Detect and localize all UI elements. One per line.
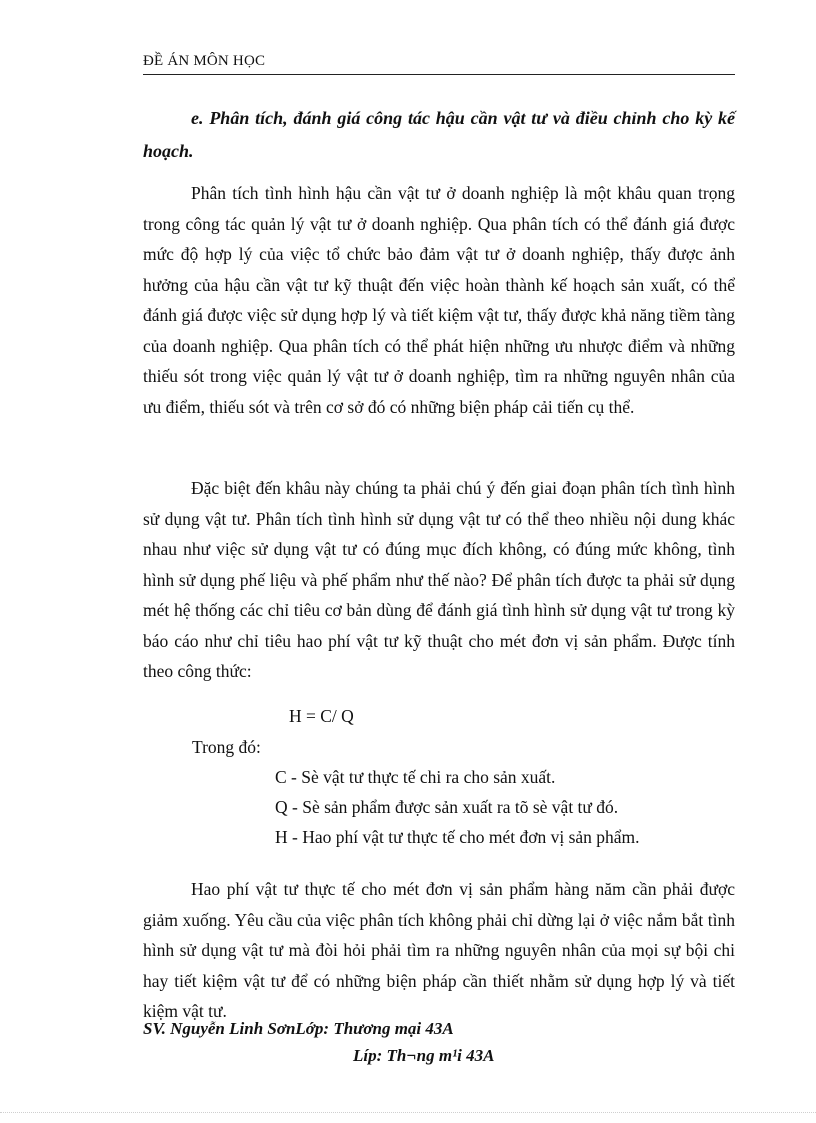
formula: H = C/ Q (289, 706, 354, 726)
header-title: ĐỀ ÁN MÔN HỌC (143, 53, 266, 69)
definition-q: Q - Sè sản phẩm được sản xuất ra tõ sè vật tư đó. (275, 797, 619, 817)
footer-student-line: SV. Nguyễn Linh SơnLớp: Thương mại 43A (143, 1019, 454, 1038)
definition-h: H - Hao phí vật tư thực tế cho mét đơn vị sản phẩm. (275, 827, 640, 847)
paragraph-3: Hao phí vật tư thực tế cho mét đơn vị sản phẩm hàng năm cần phải được giảm xuống. Yêu cầu của việc phân tích không phải chỉ dừng lại ở việc nắm bắt tình hình sử dụng vật tư mà đòi hỏi phải tìm ra những nguyên nhân của mọi sự bội chi hay tiết kiệm vật tư để có những biện pháp cần thiết nhằm sử dụng hợp lý và tiết kiệm vật tư. (143, 879, 735, 1021)
page-header (143, 52, 735, 75)
paragraph-2: Đặc biệt đến khâu này chúng ta phải chú ý đến giai đoạn phân tích tình hình sử dụng vật tư. Phân tích tình hình sử dụng vật tư có thể theo nhiều nội dung khác nhau như việc sử dụng vật tư có đúng mục đích không, có đúng mức không, tình hình sử dụng phế liệu và phế phẩm như thế nào? Để phân tích được ta phải sử dụng mét hệ thống các chỉ tiêu cơ bản dùng để đánh giá tình hình sử dụng vật tư trong kỳ báo cáo như chỉ tiêu hao phí vật tư kỹ thuật cho mét đơn vị sản phẩm. Được tính theo công thức: (143, 478, 735, 681)
paragraph-1: Phân tích tình hình hậu cần vật tư ở doanh nghiệp là một khâu quan trọng trong công tác quản lý vật tư ở doanh nghiệp. Qua phân tích có thể đánh giá được mức độ hợp lý của việc tổ chức bảo đảm vật tư ở doanh nghiệp, thấy được ảnh hưởng của hậu cần vật tư kỹ thuật đến việc hoàn thành kế hoạch sản xuất, có thể đánh giá được việc sử dụng hợp lý và tiết kiệm vật tư, thấy được khả năng tiềm tàng của doanh nghiệp. Qua phân tích có thể phát hiện những ưu nhược điểm và những thiếu sót trong việc quản lý vật tư ở doanh nghiệp, tìm ra những nguyên nhân của ưu điểm, thiếu sót và trên cơ sở đó có những biện pháp cải tiến cụ thể. (143, 183, 735, 417)
section-title: e. Phân tích, đánh giá công tác hậu cần vật tư và điều chỉnh cho kỳ kế hoạch. (143, 108, 735, 161)
where-label: Trong đó: (192, 737, 261, 757)
definition-c: C - Sè vật tư thực tế chi ra cho sản xuất. (275, 767, 556, 787)
page-bottom-edge (0, 1112, 816, 1113)
footer-class-line: Líp: Th¬ng m¹i 43A (353, 1046, 495, 1065)
